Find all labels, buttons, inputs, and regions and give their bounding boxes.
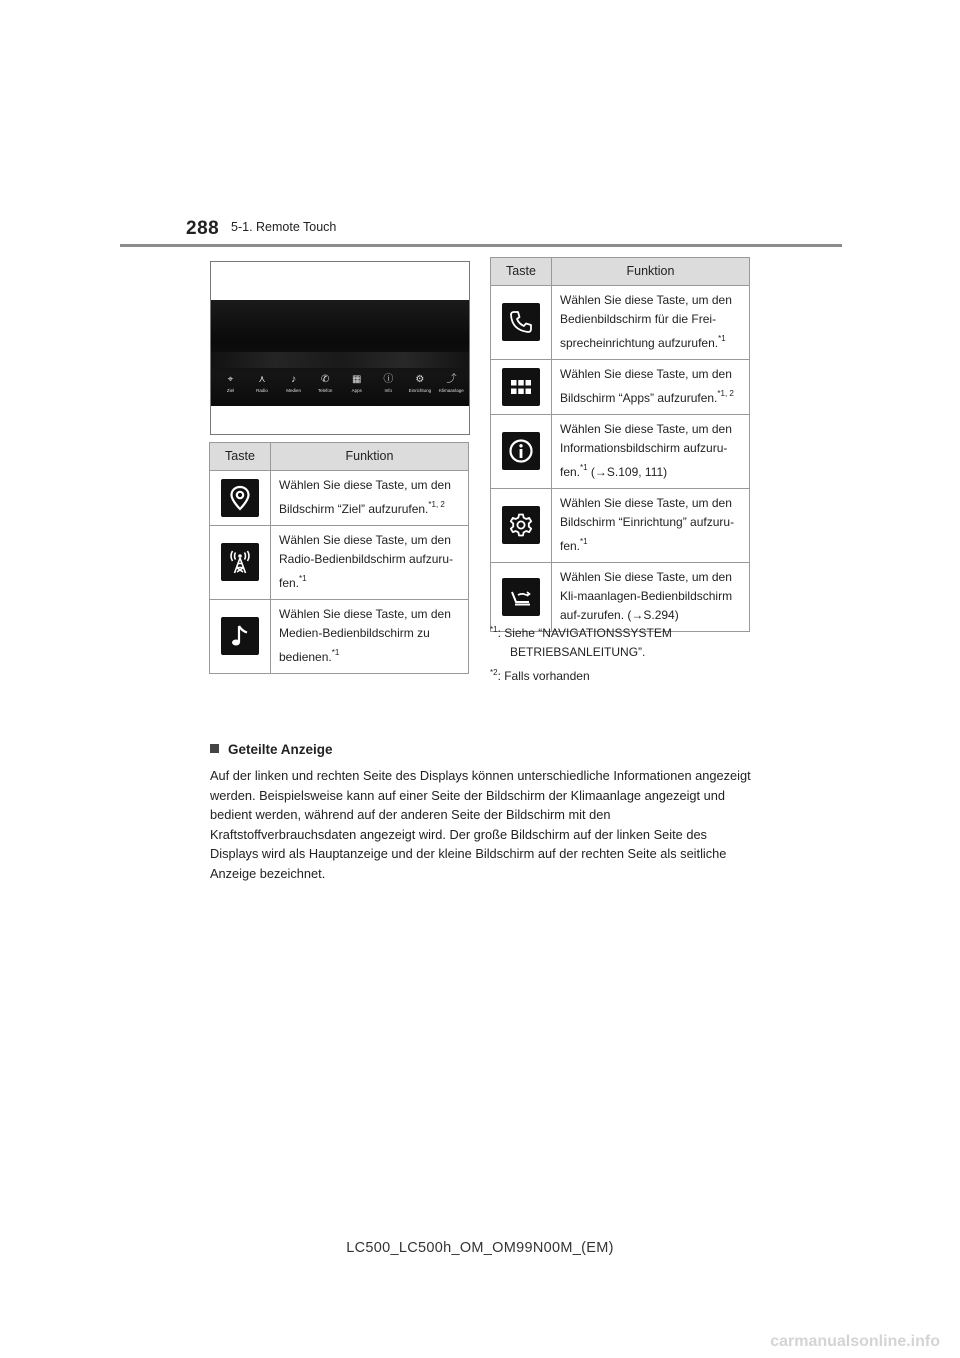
- footnote-mark: *1: [490, 625, 498, 634]
- function-text: Wählen Sie diese Taste, um den Medien-Bedienbildschirm zu bedienen.: [279, 607, 451, 664]
- map-pin-icon: [221, 479, 259, 517]
- table-row: [491, 286, 750, 360]
- climate-seat-icon: ⤴: [446, 374, 457, 385]
- table-row: [491, 360, 750, 415]
- menu-item-info: ⓘ Info: [383, 374, 394, 393]
- menu-item-klimaanlage: ⤴ Klimaanlage: [439, 374, 464, 393]
- gear-icon: [502, 506, 540, 544]
- table-row: [210, 600, 469, 674]
- table-row: [491, 415, 750, 489]
- column-header-taste: Taste: [491, 258, 552, 286]
- footnote-ref: *1: [580, 463, 588, 472]
- footnote-text-continued: BETRIEBSANLEITUNG”.: [510, 645, 646, 659]
- footnote-ref: *1: [718, 334, 726, 343]
- table-row: [491, 489, 750, 563]
- footer-doc-id: LC500_LC500h_OM_OM99N00M_(EM): [346, 1240, 614, 1256]
- menu-item-medien: ♪ Medien: [286, 374, 301, 393]
- column-header-taste: Taste: [210, 443, 271, 471]
- gear-icon: ⚙: [415, 374, 425, 385]
- menu-item-einrichtung: ⚙ Einrichtung: [408, 374, 432, 393]
- function-text: Wählen Sie diese Taste, um den Bildschirm “Einrichtung” aufzuru-fen.: [560, 496, 735, 553]
- function-text: Wählen Sie diese Taste, um den Bildschirm “Apps” aufzurufen.: [560, 367, 732, 405]
- column-header-funktion: Funktion: [552, 258, 750, 286]
- display-menu-bar: [217, 374, 465, 400]
- function-text: Wählen Sie diese Taste, um den Informationsbildschirm aufzuru-fen.: [560, 422, 732, 479]
- apps-grid-icon: [502, 368, 540, 406]
- column-header-funktion: Funktion: [271, 443, 469, 471]
- page-number: 288: [186, 218, 220, 239]
- header-rule: [120, 244, 842, 247]
- menu-item-telefon: ✆ Telefon: [317, 374, 333, 393]
- info-icon: ⓘ: [383, 374, 394, 385]
- button-function-table-left: [209, 442, 469, 674]
- footnote-ref: *1: [580, 537, 588, 546]
- climate-seat-icon: [502, 578, 540, 616]
- map-pin-icon: ⌖: [227, 374, 234, 385]
- footnote-ref: *1: [299, 574, 307, 583]
- table-row: [210, 471, 469, 526]
- footnote-ref: *1: [331, 648, 340, 657]
- music-note-icon: ♪: [291, 374, 297, 385]
- function-text: Wählen Sie diese Taste, um den Kli-maanlagen-Bedienbildschirm auf-zurufen. (→S.294): [560, 570, 733, 622]
- footnote-text: : Falls vorhanden: [497, 669, 590, 683]
- phone-icon: ✆: [320, 374, 330, 385]
- menu-item-radio: ⋏ Radio: [256, 374, 268, 393]
- phone-icon: [502, 303, 540, 341]
- table-row: [210, 526, 469, 600]
- apps-grid-icon: ▦: [352, 374, 362, 385]
- info-icon: [502, 432, 540, 470]
- function-text: Wählen Sie diese Taste, um den Bedienbildschirm für die Frei-sprecheinrichtung aufzurufen.: [560, 293, 732, 350]
- footnote-ref: *1, 2: [428, 500, 445, 509]
- menu-item-apps: ▦ Apps: [351, 374, 362, 393]
- function-text: Wählen Sie diese Taste, um den Bildschirm “Ziel” aufzurufen.: [279, 478, 451, 516]
- section-title: 5-1. Remote Touch: [231, 220, 337, 234]
- radio-tower-icon: ⋏: [258, 374, 266, 385]
- music-note-icon: [221, 617, 259, 655]
- footnote-ref: *1, 2: [717, 389, 734, 398]
- menu-item-ziel: ⌖ Ziel: [226, 374, 235, 393]
- radio-tower-icon: [221, 543, 259, 581]
- footnote-2: [490, 663, 755, 686]
- body-paragraph: Auf der linken und rechten Seite des Displays können unterschiedliche Informationen angezeigt werden. Beispielsweise kann auf einer Seite der Bildschirm der Klimaanlage angezeigt und bedient werden, während auf der anderen Seite der Bildschirm mit den Kraftstoffverbrauchsdaten angezeigt wird. Der große Bildschirm auf der linken Seite des Displays wird als Hauptanzeige und der kleine Bildschirm auf der rechten Seite als seitliche Anzeige bezeichnet.: [210, 768, 751, 881]
- footnote-mark: *2: [490, 668, 498, 677]
- footnote-text: : Siehe “NAVIGATIONSSYSTEM: [497, 626, 672, 640]
- display-screenshot: [210, 261, 470, 435]
- page-reference: (→S.109, 111): [587, 465, 668, 479]
- square-bullet-icon: [210, 744, 219, 753]
- watermark: carmanualsonline.info: [770, 1333, 940, 1350]
- button-function-table-right: [490, 257, 750, 632]
- section-heading: Geteilte Anzeige: [210, 742, 333, 757]
- display-screen: [211, 300, 469, 406]
- function-text: Wählen Sie diese Taste, um den Radio-Bedienbildschirm aufzuru-fen.: [279, 533, 454, 590]
- footnote-1: [490, 620, 755, 662]
